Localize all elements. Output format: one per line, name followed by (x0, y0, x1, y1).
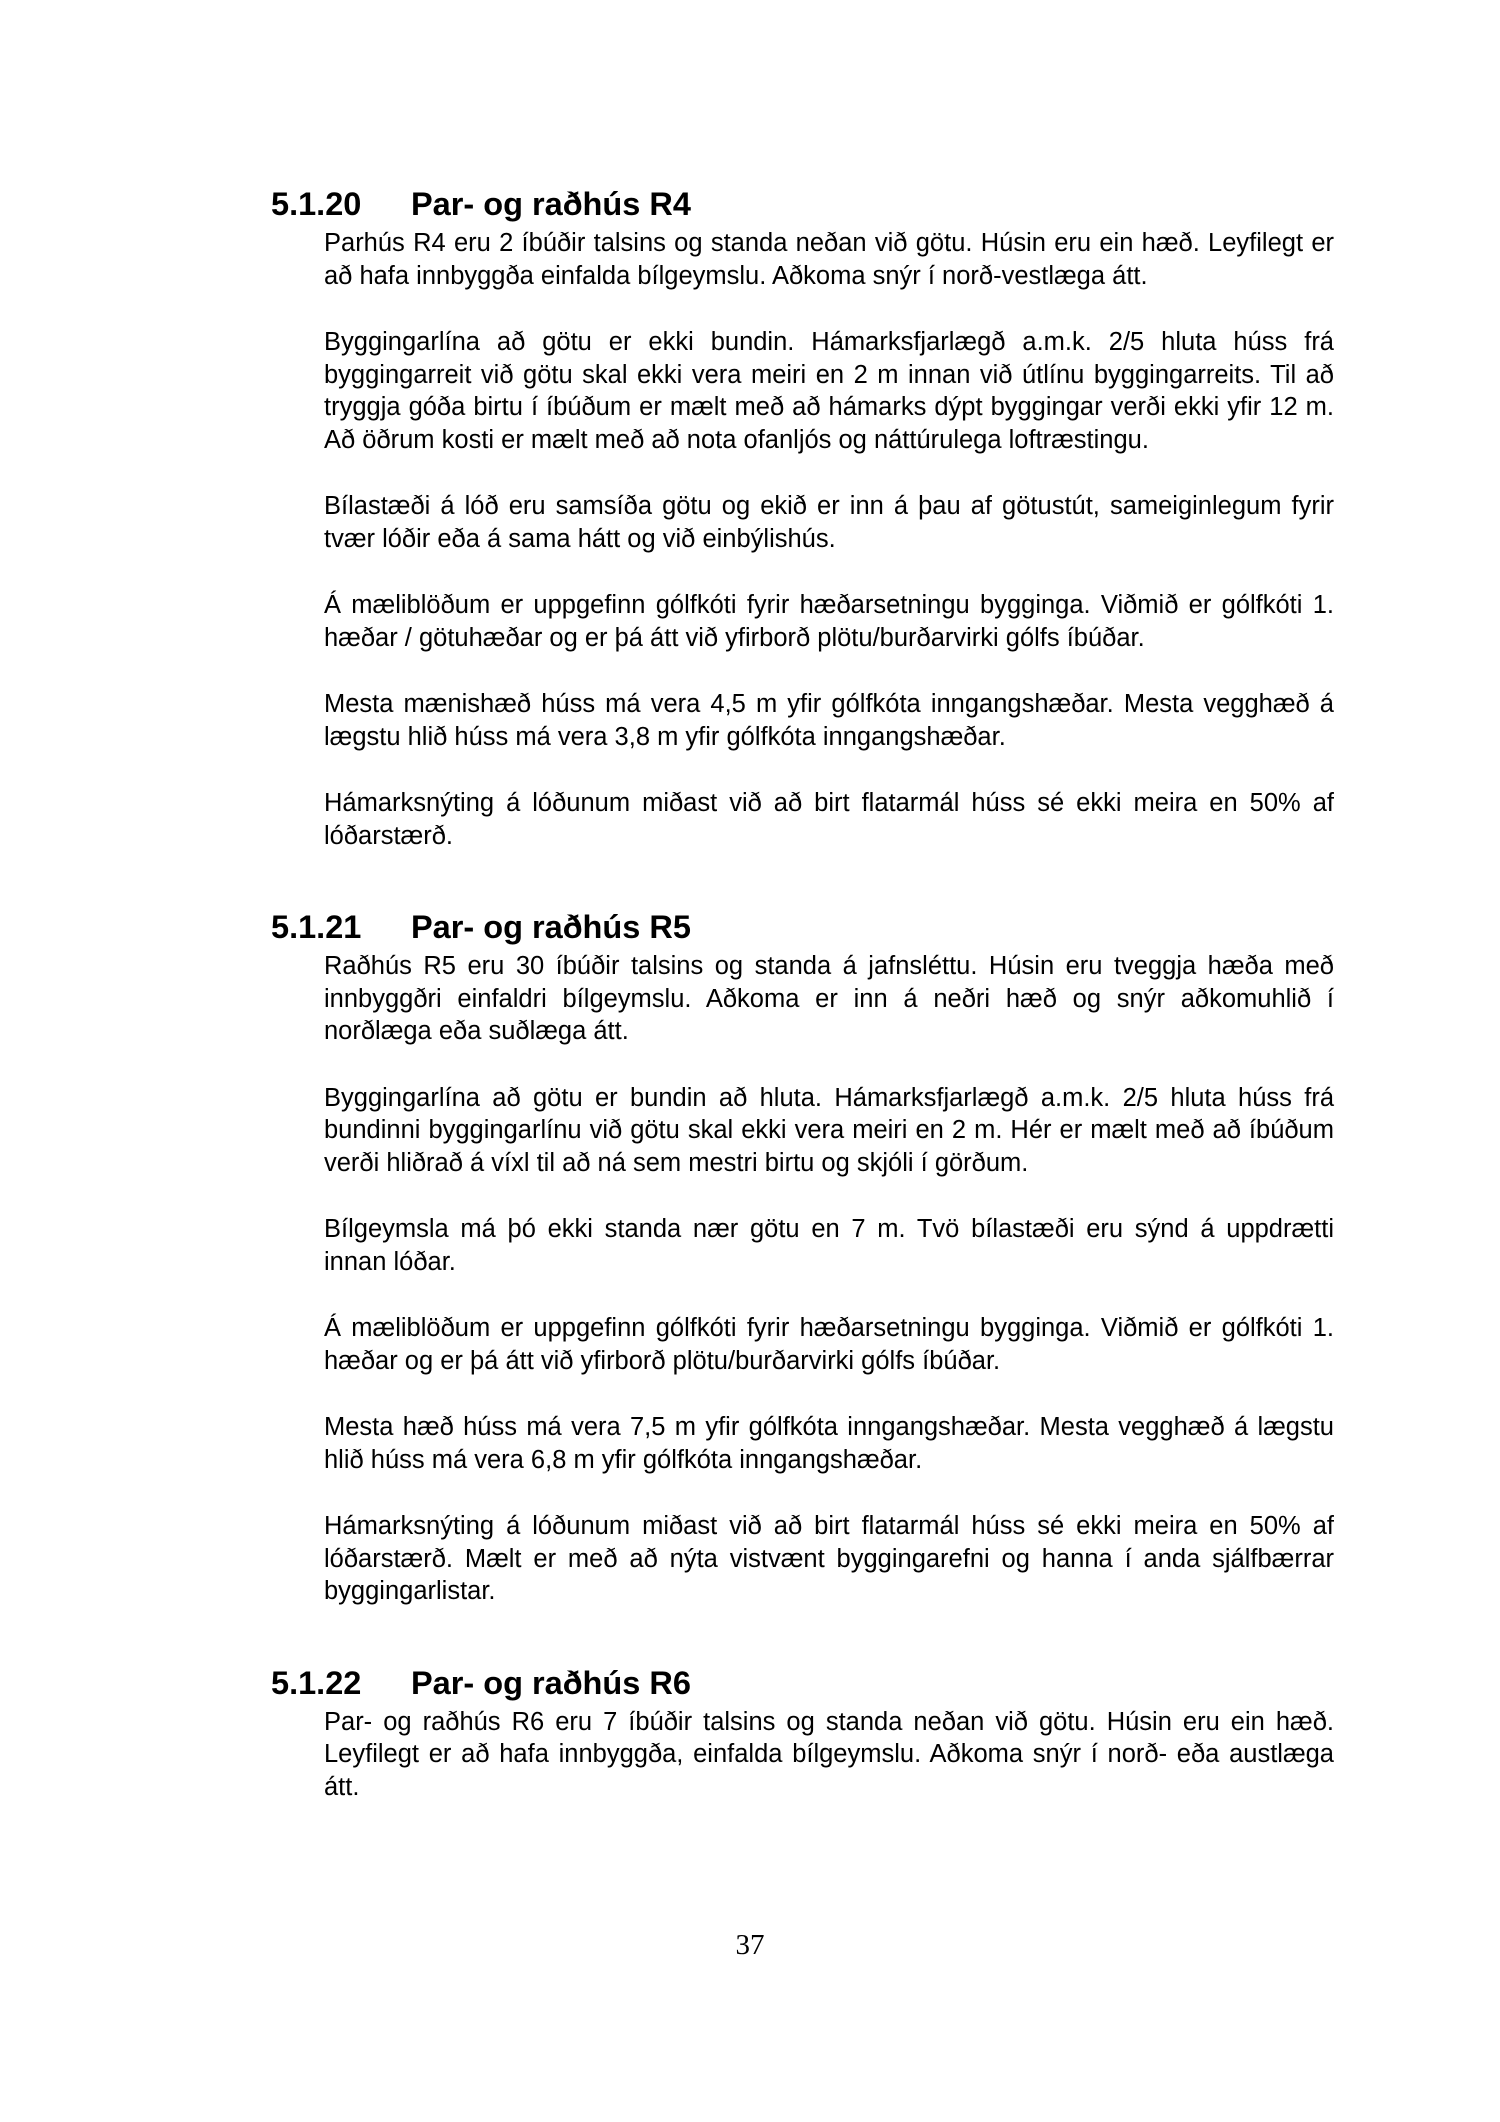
section-title: Par- og raðhús R4 (411, 186, 691, 222)
paragraph: Byggingarlína að götu er ekki bundin. Hámarksfjarlægð a.m.k. 2/5 hluta húss frá byggingarreit við götu skal ekki vera meiri en 2 m innan við útlínu byggingarreits. Til að tryggja góða birtu í íbúðum er mælt með að hámarks dýpt byggingar verði ekki yfir 12 m. Að öðrum kosti er mælt með að nota ofanljós og náttúrulega loftræstingu. (324, 328, 1334, 454)
paragraph: Parhús R4 eru 2 íbúðir talsins og standa neðan við götu. Húsin eru ein hæð. Leyfilegt er að hafa innbyggða einfalda bílgeymslu. Aðkoma snýr í norð-vestlæga átt. (324, 229, 1334, 290)
paragraph: Hámarksnýting á lóðunum miðast við að birt flatarmál húss sé ekki meira en 50% af lóðarstærð. Mælt er með að nýta vistvænt byggingarefni og hanna í anda sjálfbærrar byggingarlistar. (324, 1512, 1334, 1605)
paragraph: Á mæliblöðum er uppgefinn gólfkóti fyrir hæðarsetningu bygginga. Viðmið er gólfkóti 1. hæðar / götuhæðar og er þá átt við yfirborð plötu/burðarvirki gólfs íbúðar. (324, 591, 1334, 652)
paragraph: Byggingarlína að götu er bundin að hluta. Hámarksfjarlægð a.m.k. 2/5 hluta húss frá bundinni byggingarlínu við götu skal ekki vera meiri en 2 m. Hér er mælt með að íbúðum verði hliðrað á víxl til að ná sem mestri birtu og skjóli í görðum. (324, 1083, 1334, 1177)
paragraph: Par- og raðhús R6 eru 7 íbúðir talsins og standa neðan við götu. Húsin eru ein hæð. Leyfilegt er að hafa innbyggða, einfalda bílgeymslu. Aðkoma snýr í norð- eða austlæga átt. (324, 1707, 1334, 1801)
page-content (271, 183, 1334, 1803)
section-title: Par- og raðhús R6 (411, 1664, 691, 1701)
section-5-1-20 (271, 183, 1334, 852)
paragraph: Mesta hæð húss má vera 7,5 m yfir gólfkóta inngangshæðar. Mesta vegghæð á lægstu hlið húss má vera 6,8 m yfir gólfkóta inngangshæðar. (324, 1413, 1334, 1474)
paragraph: Hámarksnýting á lóðunum miðast við að birt flatarmál húss sé ekki meira en 50% af lóðarstærð. (324, 789, 1334, 850)
page-number: 37 (735, 1929, 765, 1961)
paragraph: Mesta mænishæð húss má vera 4,5 m yfir gólfkóta inngangshæðar. Mesta vegghæð á lægstu hlið húss má vera 3,8 m yfir gólfkóta inngangshæðar. (324, 690, 1334, 751)
section-title: Par- og raðhús R5 (411, 909, 691, 945)
section-number: 5.1.20 (271, 186, 362, 222)
section-heading (271, 183, 1334, 225)
section-heading (271, 1662, 1334, 1704)
section-heading (271, 906, 1334, 948)
section-5-1-21 (271, 906, 1334, 1608)
paragraph: Á mæliblöðum er uppgefinn gólfkóti fyrir hæðarsetningu bygginga. Viðmið er gólfkóti 1. hæðar og er þá átt við yfirborð plötu/burðarvirki gólfs íbúðar. (324, 1314, 1334, 1375)
paragraph: Bílgeymsla má þó ekki standa nær götu en 7 m. Tvö bílastæði eru sýnd á uppdrætti innan lóðar. (324, 1215, 1334, 1276)
paragraph: Raðhús R5 eru 30 íbúðir talsins og standa á jafnsléttu. Húsin eru tveggja hæða með innbyggðri einfaldri bílgeymslu. Aðkoma er inn á neðri hæð og snýr aðkomuhlið í norðlæga eða suðlæga átt. (324, 952, 1334, 1045)
paragraph: Bílastæði á lóð eru samsíða götu og ekið er inn á þau af götustút, sameiginlegum fyrir tvær lóðir eða á sama hátt og við einbýlishús. (324, 492, 1334, 553)
section-number: 5.1.22 (271, 1664, 362, 1701)
section-number: 5.1.21 (271, 909, 362, 945)
section-5-1-22 (271, 1662, 1334, 1804)
